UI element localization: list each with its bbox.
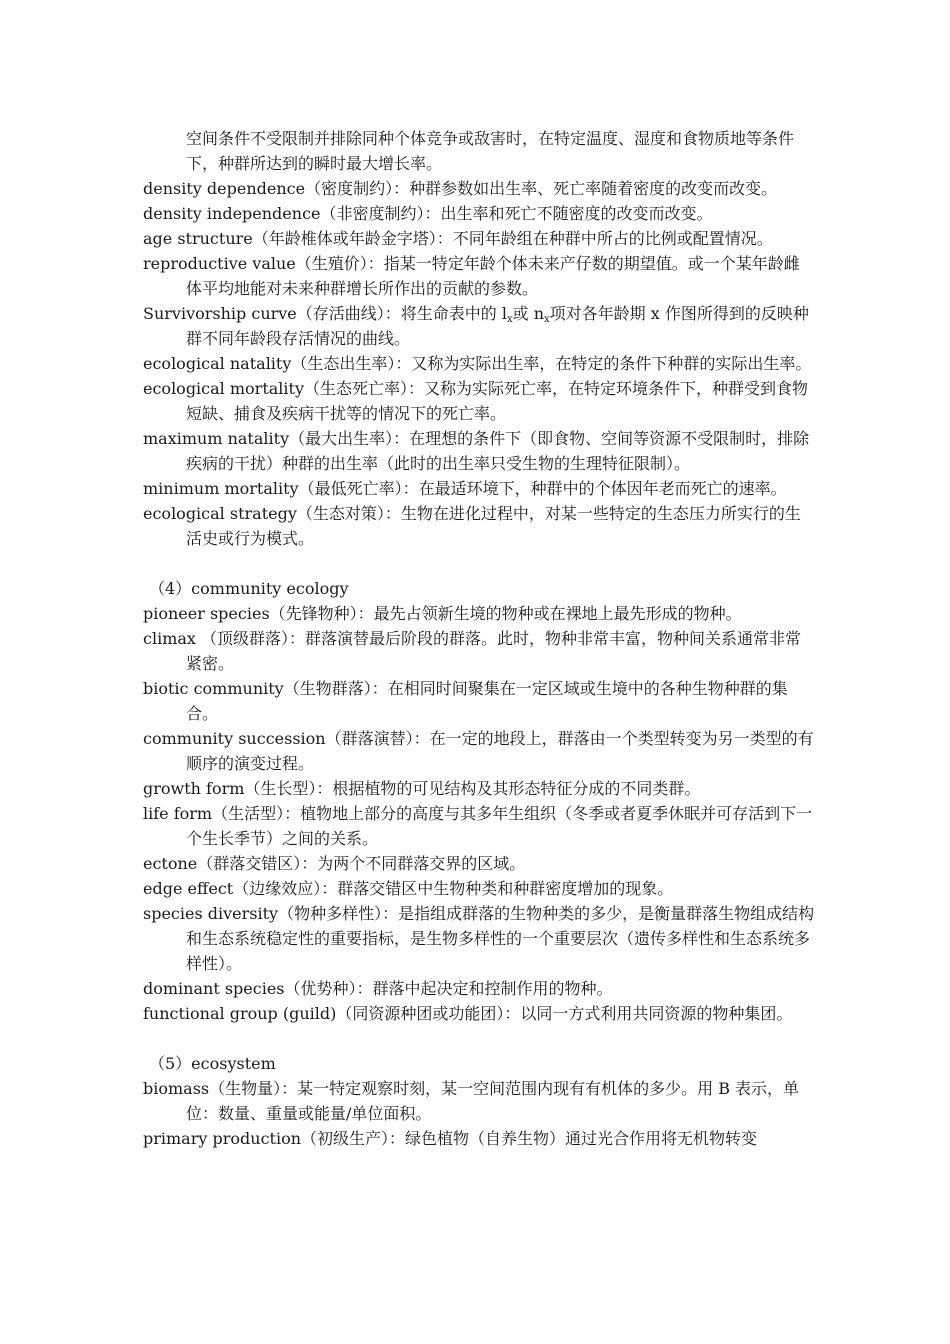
glossary-body bbox=[143, 126, 815, 1151]
glossary-entry: dominant species（优势种）：群落中起决定和控制作用的物种。 bbox=[143, 979, 613, 998]
glossary-entry: biotic community（生物群落）：在相同时间聚集在一定区域或生境中的各种生物种群的集合。 bbox=[143, 679, 788, 723]
glossary-entry: climax （顶级群落）：群落演替最后阶段的群落。此时，物种非常丰富，物种间关系通常非常紧密。 bbox=[143, 629, 802, 673]
glossary-entry-density-dependence: density dependence（密度制约）：种群参数如出生率、死亡率随着密度的改变而改变。 bbox=[143, 179, 778, 198]
glossary-entry: species diversity（物种多样性）：是指组成群落的生物种类的多少，是衡量群落生物组成结构和生态系统稳定性的重要指标，是生物多样性的一个重要层次（遗传多样性和生态系统多样性）。 bbox=[143, 904, 815, 973]
glossary-entry: growth form（生长型）：根据植物的可见结构及其形态特征分成的不同类群。 bbox=[143, 779, 701, 798]
section-heading-ecosystem: （5）ecosystem bbox=[149, 1054, 276, 1073]
glossary-entry-minimum-mortality: minimum mortality（最低死亡率）：在最适环境下，种群中的个体因年老而死亡的速率。 bbox=[143, 479, 787, 498]
glossary-entry-density-independence: density independence（非密度制约）：出生率和死亡不随密度的改变而改变。 bbox=[143, 204, 713, 223]
survivorship-text-a: Survivorship curve（存活曲线）：将生命表中的 l bbox=[143, 304, 507, 323]
glossary-entry: ectone（群落交错区）：为两个不同群落交界的区域。 bbox=[143, 854, 526, 873]
glossary-entry: community succession（群落演替）：在一定的地段上，群落由一个类型转变为另一类型的有顺序的演变过程。 bbox=[143, 729, 814, 773]
subscript-x: x bbox=[544, 314, 550, 325]
glossary-entry: pioneer species（先锋物种）：最先占领新生境的物种或在裸地上最先形成的物种。 bbox=[143, 604, 742, 623]
section-heading-community-ecology: （4）community ecology bbox=[149, 579, 349, 598]
glossary-entry: life form（生活型）：植物地上部分的高度与其多年生组织（冬季或者夏季休眠并可存活到下一个生长季节）之间的关系。 bbox=[143, 804, 813, 848]
glossary-entry-ecological-mortality: ecological mortality（生态死亡率）：又称为实际死亡率，在特定环境条件下，种群受到食物短缺、捕食及疾病干扰等的情况下的死亡率。 bbox=[143, 379, 809, 423]
glossary-continuation: 空间条件不受限制并排除同种个体竞争或敌害时，在特定温度、湿度和食物质地等条件下，种群所达到的瞬时最大增长率。 bbox=[186, 129, 795, 173]
glossary-entry: biomass（生物量）：某一特定观察时刻，某一空间范围内现有有机体的多少。用 B 表示，单位：数量、重量或能量/单位面积。 bbox=[143, 1079, 800, 1123]
survivorship-text-c: 项对各年龄期 x 作图所得到的反映种群不同年龄段存活情况的曲线。 bbox=[186, 304, 809, 348]
glossary-entry-ecological-strategy: ecological strategy（生态对策）：生物在进化过程中，对某一些特定的生态压力所实行的生活史或行为模式。 bbox=[143, 504, 801, 548]
glossary-entry: primary production（初级生产）：绿色植物（自养生物）通过光合作用将无机物转变 bbox=[143, 1129, 758, 1148]
glossary-entry-survivorship-curve bbox=[143, 301, 815, 351]
glossary-entry: edge effect（边缘效应）：群落交错区中生物种类和种群密度增加的现象。 bbox=[143, 879, 674, 898]
glossary-entry-reproductive-value: reproductive value（生殖价）：指某一特定年龄个体未来产仔数的期望值。或一个某年龄雌体平均地能对未来种群增长所作出的贡献的参数。 bbox=[143, 254, 800, 298]
subscript-x: x bbox=[506, 314, 513, 325]
glossary-entry-functional-group: functional group (guild)（同资源种团或功能团）：以同一方式利用共同资源的物种集团。 bbox=[143, 1004, 793, 1023]
glossary-entry-maximum-natality: maximum natality（最大出生率）：在理想的条件下（即食物、空间等资源不受限制时，排除疾病的干扰）种群的出生率（此时的出生率只受生物的生理特征限制）。 bbox=[143, 429, 810, 473]
survivorship-text-b: 或 n bbox=[512, 304, 545, 323]
glossary-entry-age-structure: age structure（年龄椎体或年龄金字塔）：不同年龄组在种群中所占的比例或配置情况。 bbox=[143, 229, 773, 248]
glossary-entry-ecological-natality: ecological natality（生态出生率）：又称为实际出生率，在特定的条件下种群的实际出生率。 bbox=[143, 354, 812, 373]
